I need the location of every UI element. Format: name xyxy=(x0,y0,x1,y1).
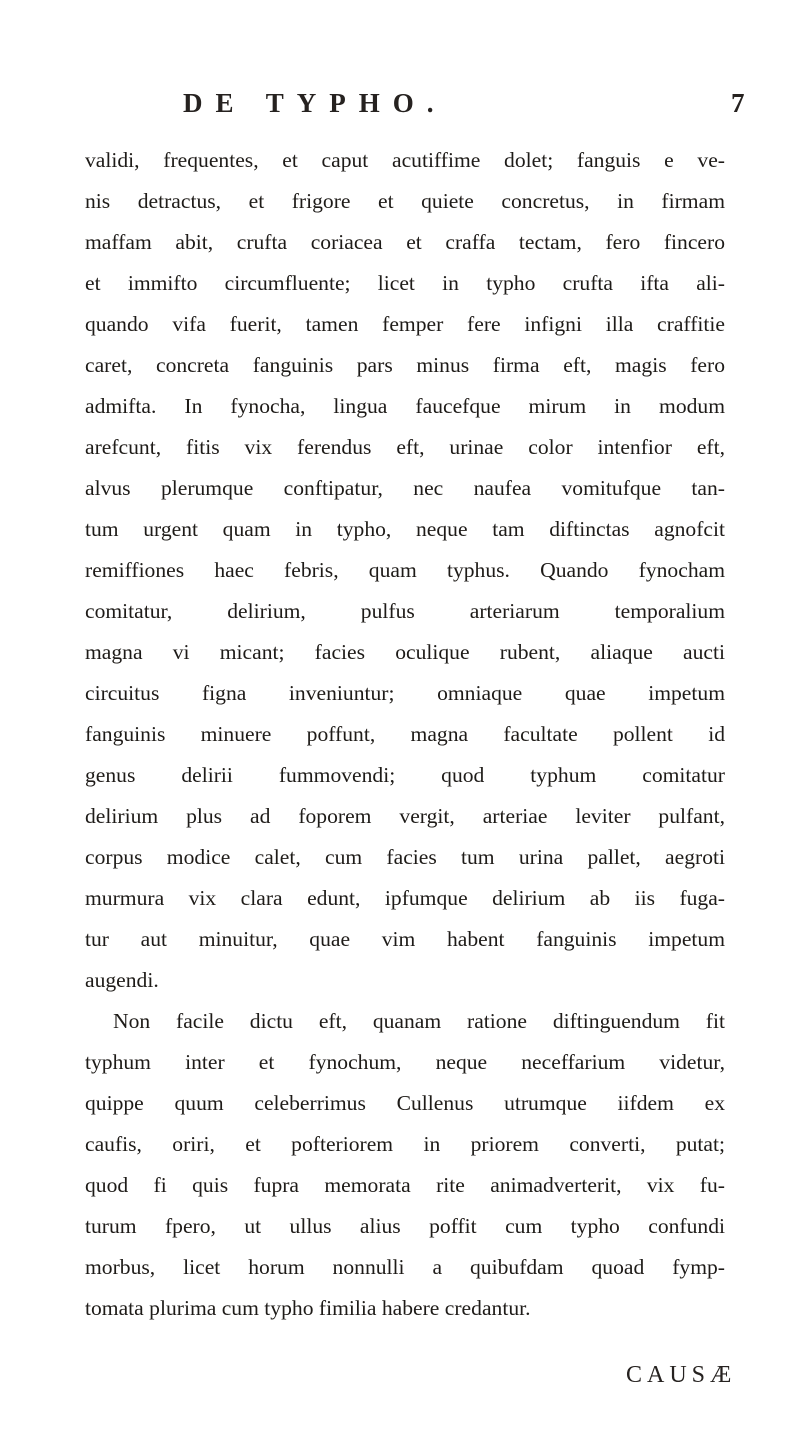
text-line: quando vifa fuerit, tamen femper fere infigni illa craffitie xyxy=(85,312,725,336)
text-line: magna vi micant; facies oculique rubent, aliaque aucti xyxy=(85,640,725,664)
text-line: morbus, licet horum nonnulli a quibufdam quoad fymp- xyxy=(85,1255,725,1279)
text-line: arefcunt, fitis vix ferendus eft, urinae color intenfior eft, xyxy=(85,435,725,459)
text-line: remiffiones haec febris, quam typhus. Quando fynocham xyxy=(85,558,725,582)
text-line: circuitus figna inveniuntur; omniaque quae impetum xyxy=(85,681,725,705)
text-line: validi, frequentes, et caput acutiffime dolet; fanguis e ve- xyxy=(85,148,725,172)
catchword: CAUSÆ xyxy=(626,1362,737,1388)
paragraph-start-line: Non facile dictu eft, quanam ratione diftinguendum fit xyxy=(113,1009,725,1033)
text-line: fanguinis minuere poffunt, magna facultate pollent id xyxy=(85,722,725,746)
text-line: admifta. In fynocha, lingua faucefque mirum in modum xyxy=(85,394,725,418)
text-line: corpus modice calet, cum facies tum urina pallet, aegroti xyxy=(85,845,725,869)
text-line: tum urgent quam in typho, neque tam diftinctas agnofcit xyxy=(85,517,725,541)
text-line: et immifto circumfluente; licet in typho crufta ifta ali- xyxy=(85,271,725,295)
text-line: alvus plerumque conftipatur, nec naufea vomitufque tan- xyxy=(85,476,725,500)
text-line: quod fi quis fupra memorata rite animadverterit, vix fu- xyxy=(85,1173,725,1197)
text-line: quippe quum celeberrimus Cullenus utrumque iifdem ex xyxy=(85,1091,725,1115)
text-line: maffam abit, crufta coriacea et craffa tectam, fero fincero xyxy=(85,230,725,254)
text-line: delirium plus ad foporem vergit, arteriae leviter pulfant, xyxy=(85,804,725,828)
page-header xyxy=(0,82,800,122)
text-line: turum fpero, ut ullus alius poffit cum typho confundi xyxy=(85,1214,725,1238)
text-line: caret, concreta fanguinis pars minus firma eft, magis fero xyxy=(85,353,725,377)
text-line: caufis, oriri, et pofteriorem in priorem converti, putat; xyxy=(85,1132,725,1156)
paragraph-end-line: augendi. xyxy=(85,968,159,992)
text-line: comitatur, delirium, pulfus arteriarum temporalium xyxy=(85,599,725,623)
text-line: murmura vix clara edunt, ipfumque delirium ab iis fuga- xyxy=(85,886,725,910)
page-number: 7 xyxy=(731,88,745,118)
text-line: typhum inter et fynochum, neque neceffarium videtur, xyxy=(85,1050,725,1074)
paragraph-end-line: tomata plurima cum typho fimilia habere credantur. xyxy=(85,1296,531,1320)
text-line: tur aut minuitur, quae vim habent fanguinis impetum xyxy=(85,927,725,951)
text-line: genus delirii fummovendi; quod typhum comitatur xyxy=(85,763,725,787)
text-line: nis detractus, et frigore et quiete concretus, in firmam xyxy=(85,189,725,213)
running-title: DE TYPHO. xyxy=(183,88,447,118)
body-text xyxy=(85,140,725,1329)
